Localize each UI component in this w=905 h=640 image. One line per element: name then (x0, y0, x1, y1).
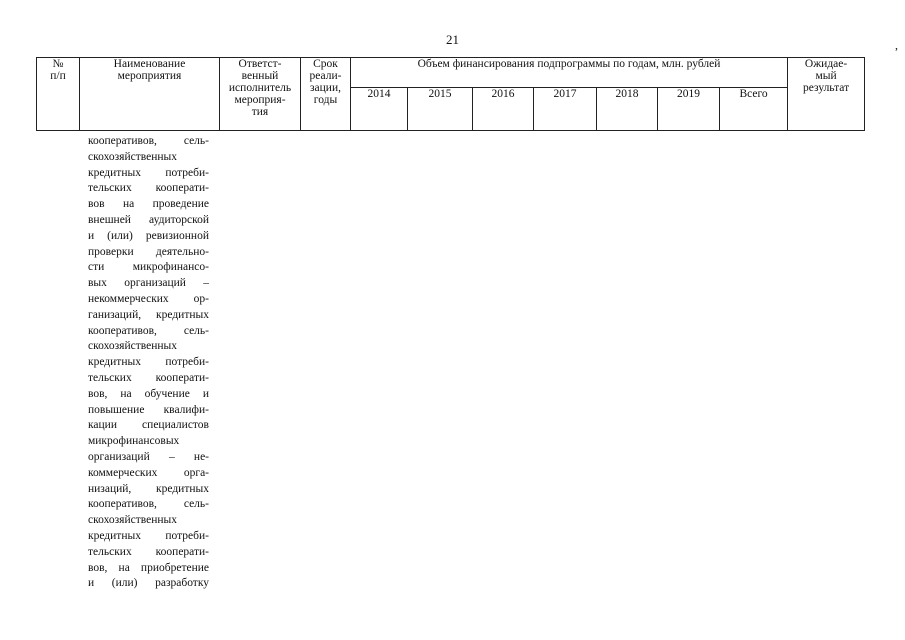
year-2018-header: 2018 (597, 88, 658, 131)
text-line: сти микрофинансо- (88, 261, 209, 274)
text-line: вых организаций – (88, 277, 209, 290)
text-line: кооперативов, сель- (88, 324, 209, 337)
year-2019-header: 2019 (658, 88, 720, 131)
text-line: ганизаций, кредитных (88, 308, 209, 321)
text-line: скохозяйственных (88, 340, 178, 353)
text-line: кредитных потреби- (88, 529, 209, 542)
text-line: кооперативов, сель- (88, 135, 209, 147)
col-responsible-header: Ответст- венный исполнитель мероприя- тия (220, 58, 301, 131)
text-line: проверки деятельно- (88, 245, 209, 258)
text-line: скохозяйственных (88, 150, 178, 163)
text-line: вов, на обучение и (88, 387, 209, 400)
text-line: вов, на приобретение (88, 561, 209, 574)
text-line: некоммерческих ор- (88, 292, 209, 305)
text-line: повышение квалифи- (88, 403, 209, 416)
year-2015-header: 2015 (408, 88, 473, 131)
text-line: тельских кооперати- (88, 182, 209, 195)
page-number: 21 (446, 32, 459, 47)
text-line: и (или) ревизионной (88, 229, 209, 242)
col-number-header: № п/п (37, 58, 80, 131)
text-line: кредитных потреби- (88, 166, 209, 179)
year-2017-header: 2017 (534, 88, 597, 131)
text-line: вов на проведение (88, 198, 209, 211)
col-term-header: Срок реали- зации, годы (301, 58, 351, 131)
text-line: коммерческих орга- (88, 466, 209, 479)
text-line: кредитных потреби- (88, 356, 209, 369)
corner-mark: , (895, 38, 898, 52)
header-table (36, 57, 865, 131)
activity-description (88, 134, 209, 592)
text-line: скохозяйственных (88, 514, 178, 527)
text-line: микрофинансовых (88, 435, 180, 448)
year-2016-header: 2016 (473, 88, 534, 131)
year-2014-header: 2014 (351, 88, 408, 131)
text-line: и (или) разработку (88, 577, 209, 590)
text-line: тельских кооперати- (88, 371, 209, 384)
total-header: Всего (720, 88, 788, 131)
col-name-header: Наименование мероприятия (80, 58, 220, 131)
col-result-header: Ожидае- мый результат (788, 58, 865, 131)
text-line: низаций, кредитных (88, 482, 209, 495)
col-financing-header: Объем финансирования подпрограммы по годам, млн. рублей (351, 58, 788, 88)
text-line: кации специалистов (88, 419, 209, 432)
text-line: организаций – не- (88, 450, 209, 463)
text-line: внешней аудиторской (88, 213, 209, 226)
text-line: кооперативов, сель- (88, 498, 209, 511)
text-line: тельских кооперати- (88, 545, 209, 558)
